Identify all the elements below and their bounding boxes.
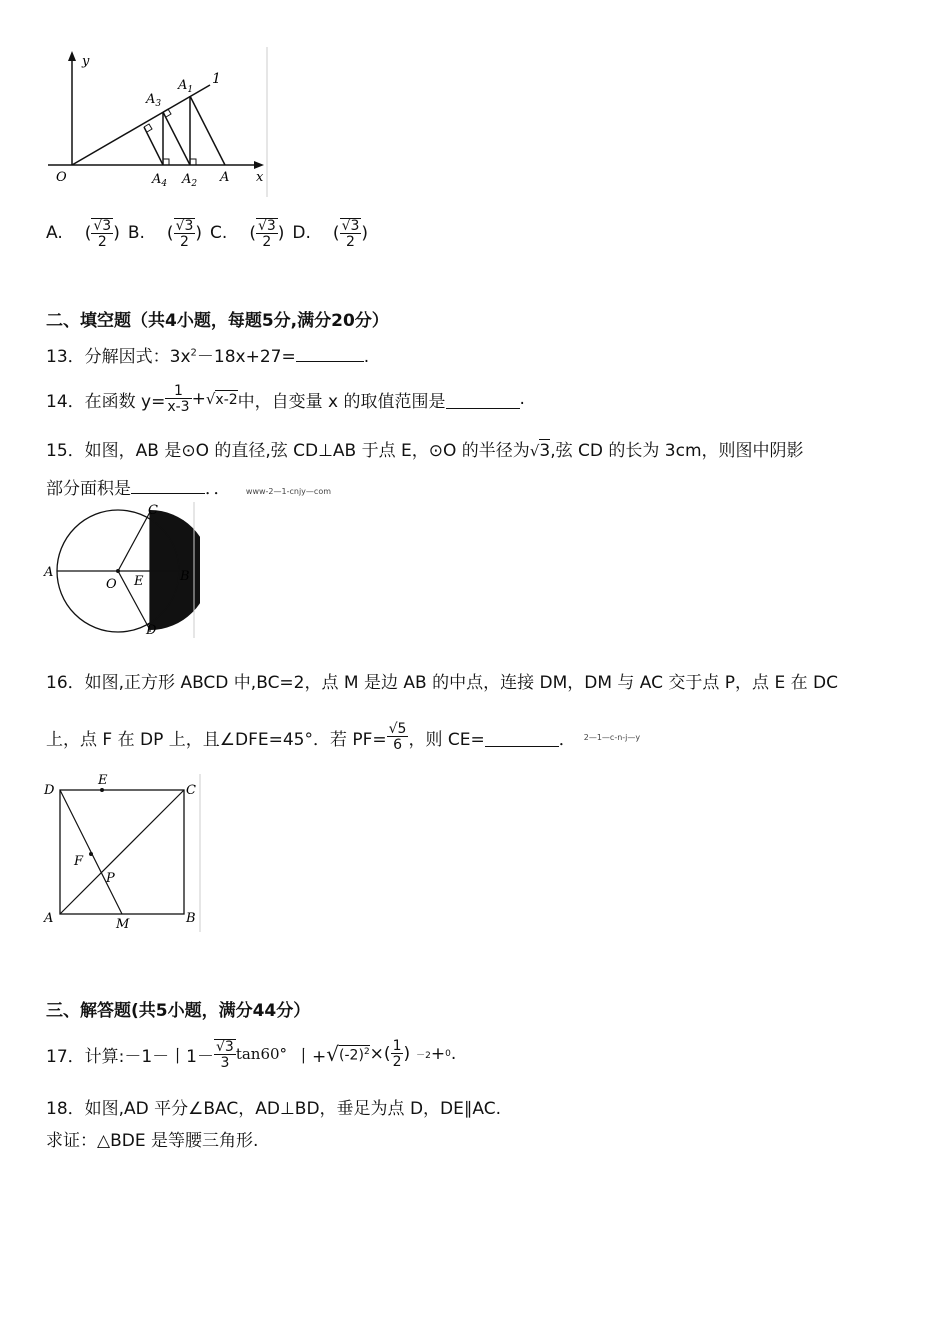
answer-options [46,208,368,258]
option-d-value: ( $\frac{√3}{2}$ ) [332,217,369,250]
question-17: 17．计算:－1－丨1－ √3 3 tan60° 丨+ √ $(-2)^2$ ×( 1 2 ) －2 + 0 . [46,1038,457,1071]
option-a-label: A. [46,223,63,243]
label-A2: $A_2$ [182,172,198,189]
seg-A4-foot [144,127,163,165]
label-P: P [106,871,115,886]
question-15-line-2: 部分面积是 ．． www-2—1-cnjy—com [46,479,331,499]
option-c-label: C. [210,223,228,243]
point-f [89,852,93,856]
label-x: x [256,170,264,185]
option-c-value: ( $\frac{√3}{2}$ ) [249,217,285,250]
radius-oc [118,512,150,571]
label-A3: $A_3$ [146,92,162,109]
label-O: O [56,170,67,185]
shaded-region [150,510,200,630]
question-16-line-1: 16．如图,正方形 ABCD 中,BC=2，点 M 是边 AB 的中点，连接 DM，DM 与 AC 交于点 P，点 E 在 DC [46,673,838,693]
label-D: D [146,623,157,638]
right-angle-mark [190,159,196,165]
option-b-value: ( $\frac{√3}{2}$ ) [166,217,203,250]
label-A: A [220,170,230,185]
label-B: B [180,569,190,584]
label-C: C [148,503,158,518]
label-line-1: 1 [212,71,221,87]
option-d-label: D. [292,223,311,243]
question-15-line-1: 15．如图，AB 是⊙O 的直径,弦 CD⊥AB 于点 E，⊙O 的半径为√3,弦 CD 的长为 3cm，则图中阴影 [46,441,804,461]
label-E: E [134,574,144,589]
watermark: www-2—1-cnjy—com [245,487,331,496]
label-A1: $A_1$ [178,78,194,95]
seg-A2-A3 [163,112,190,165]
label-O: O [106,577,117,592]
question-13: 13．分解因式：$3x^2-18x+27=$ . [46,347,370,367]
point-e [100,788,104,792]
figure-q12 [40,45,275,200]
watermark: 2—1—c-n-j—y [583,732,641,742]
option-a-value: ( $\frac{√3}{2}$ ) [84,217,120,250]
label-B: B [186,911,196,926]
center-point [116,569,120,573]
y-arrow [68,51,76,61]
label-M: M [116,917,130,932]
question-14: 14．在函数 y= $\frac{1}{x-3}$ + √ x-2 中，自变量 x 的取值范围是 . [46,383,525,415]
label-A: A [44,565,54,580]
diagonal-ac [60,790,184,914]
question-16-line-2: 上，点 F 在 DP 上，且∠DFE=45°．若 PF= $\frac{√5}{6}$ ，则 CE= ． 2—1—c-n-j—y [46,721,641,753]
right-angle-mark [163,159,169,165]
label-D: D [44,783,55,798]
question-18-line-1: 18．如图,AD 平分∠BAC，AD⊥BD，垂足为点 D，DE∥AC. [46,1099,501,1119]
label-A4: $A_4$ [152,172,168,189]
section-3-title: 三、解答题(共5小题，满分44分） [46,1001,311,1021]
figure-q15 [40,500,200,640]
section-2-title: 二、填空题（共4小题，每题5分,满分20分） [46,311,389,331]
x-arrow [254,161,264,169]
option-b-label: B. [127,223,145,243]
figure-q16 [40,772,205,934]
label-y: y [82,54,90,69]
question-18-line-2: 求证：△BDE 是等腰三角形. [46,1131,259,1151]
seg-A-A1 [190,96,225,165]
label-F: F [74,854,84,869]
label-E: E [98,773,108,788]
label-C: C [186,783,196,798]
label-A: A [44,911,54,926]
